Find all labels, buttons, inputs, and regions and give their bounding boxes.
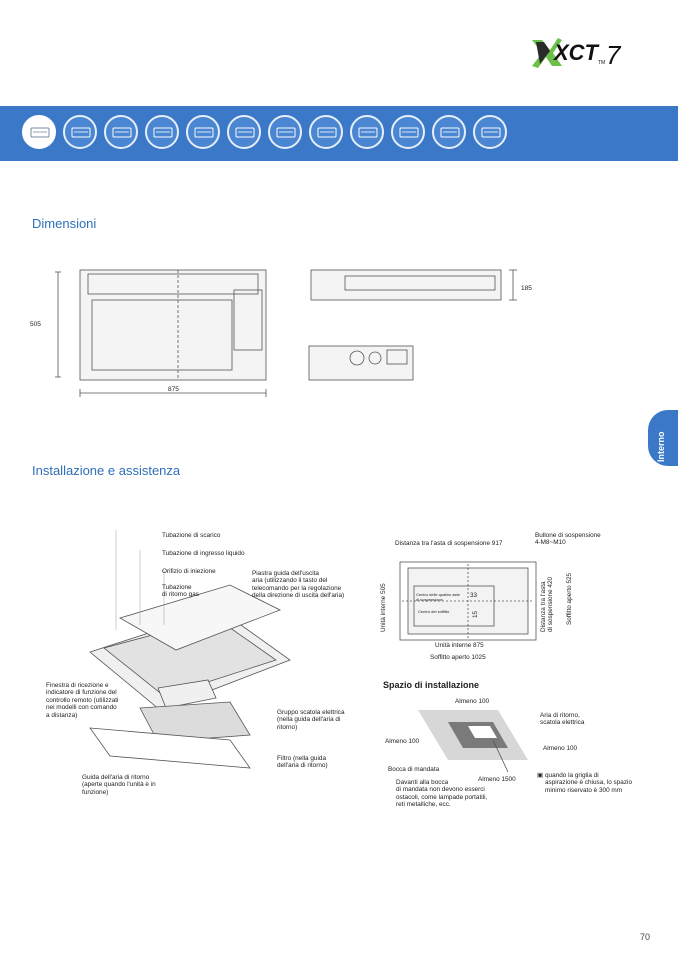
space-min100-top: Almeno 100 — [455, 698, 490, 705]
plan-offset-15: 15 — [472, 610, 479, 618]
plan-bolt: Bullone di sospensione 4-M8~M10 — [535, 532, 601, 547]
logo-text: XCT — [554, 40, 598, 65]
callout-receiver-window: Finestra di ricezione e indicatore di funzione del controllo remoto (utilizzati nei modelli con comando a distanza) — [46, 682, 119, 719]
cassette-compact-icon[interactable] — [145, 115, 179, 149]
fresh-air-icon[interactable] — [432, 115, 466, 149]
space-supply: Bocca di mandata — [388, 766, 440, 773]
callout-injection: Orifizio di iniezione — [162, 568, 216, 575]
plan-indoor-505: Unità interne 505 — [380, 583, 387, 632]
console-icon[interactable] — [391, 115, 425, 149]
dimensions-front-view — [48, 262, 288, 402]
space-min100-right: Almeno 100 — [543, 745, 578, 752]
duct-slim-icon[interactable] — [227, 115, 261, 149]
side-tab-label: Interno — [656, 431, 666, 462]
ahu-icon[interactable] — [473, 115, 507, 149]
space-min1500: Almeno 1500 — [478, 776, 516, 783]
callout-filter: Filtro (nella guida dell'aria di ritorno) — [277, 755, 328, 770]
exploded-view-drawing — [80, 530, 300, 770]
dim-height: 505 — [30, 321, 41, 328]
callout-drain-pipe: Tubazione di scarico — [162, 532, 221, 539]
space-grille-note-marker: ▣ — [537, 772, 544, 779]
duct-high-pressure-icon[interactable] — [268, 115, 302, 149]
callout-guide-plate: Piastra guida dell'uscita aria (utilizzando il tasto del telecomando per la regolazione della direzione di uscita dell'aria) — [252, 570, 345, 600]
dimensions-side-view — [305, 262, 545, 312]
plan-indoor-875: Unità interne 875 — [435, 642, 484, 649]
space-grille-note: quando la griglia di aspirazione è chiusa, lo spazio minimo riservato è 300 mm — [545, 772, 633, 794]
wall-icon[interactable] — [350, 115, 384, 149]
plan-ceiling-center: Centro del soffitto — [418, 609, 450, 614]
floor-ceiling-icon[interactable] — [309, 115, 343, 149]
callout-return-guide: Guida dell'aria di ritorno (aperte quando l'unità è in funzione) — [82, 774, 156, 796]
plan-ceiling-1025: Soffitto aperto 1025 — [430, 654, 486, 661]
page-number: 70 — [640, 932, 651, 942]
callout-liquid-pipe: Tubazione di ingresso liquido — [162, 550, 245, 557]
side-tab-interno[interactable] — [648, 410, 678, 466]
space-return-air: Aria di ritorno, scatola elettrica — [540, 712, 585, 727]
plan-ceiling-525: Soffitto aperto 525 — [566, 572, 573, 625]
dim-depth: 185 — [521, 285, 532, 292]
space-min100-left: Almeno 100 — [385, 738, 420, 745]
dim-width: 875 — [168, 386, 179, 393]
space-title: Spazio di installazione — [383, 680, 480, 690]
logo-number: 7 — [606, 40, 621, 70]
cassette-icon[interactable] — [22, 115, 56, 149]
dimensions-title: Dimensioni — [32, 216, 97, 231]
installation-title: Installazione e assistenza — [32, 463, 181, 478]
plan-center-rods: Centro delle quattro aste di sospensione — [416, 592, 460, 602]
brand-logo — [528, 30, 638, 74]
duct-icon[interactable] — [186, 115, 220, 149]
plan-rod-distance: Distanza tra l'asta di sospensione 917 — [395, 540, 503, 547]
plan-offset-33: 33 — [470, 592, 478, 599]
callout-control-box: Gruppo scatola elettrica (nella guida dell'aria di ritorno) — [277, 709, 345, 731]
logo-sup: TM — [598, 60, 606, 66]
callout-gas-pipe: Tubazione di ritorno gas — [162, 584, 199, 599]
cassette-4way-icon[interactable] — [104, 115, 138, 149]
cassette-round-icon[interactable] — [63, 115, 97, 149]
space-front-note: Davanti alla bocca di mandata non devono esserci ostacoli, come lampade portatili, reti metalliche, ecc. — [396, 779, 488, 809]
dimensions-top-view — [305, 340, 417, 385]
plan-rod-420: Distanza tra l'asta di sospensione 420 — [540, 576, 555, 632]
